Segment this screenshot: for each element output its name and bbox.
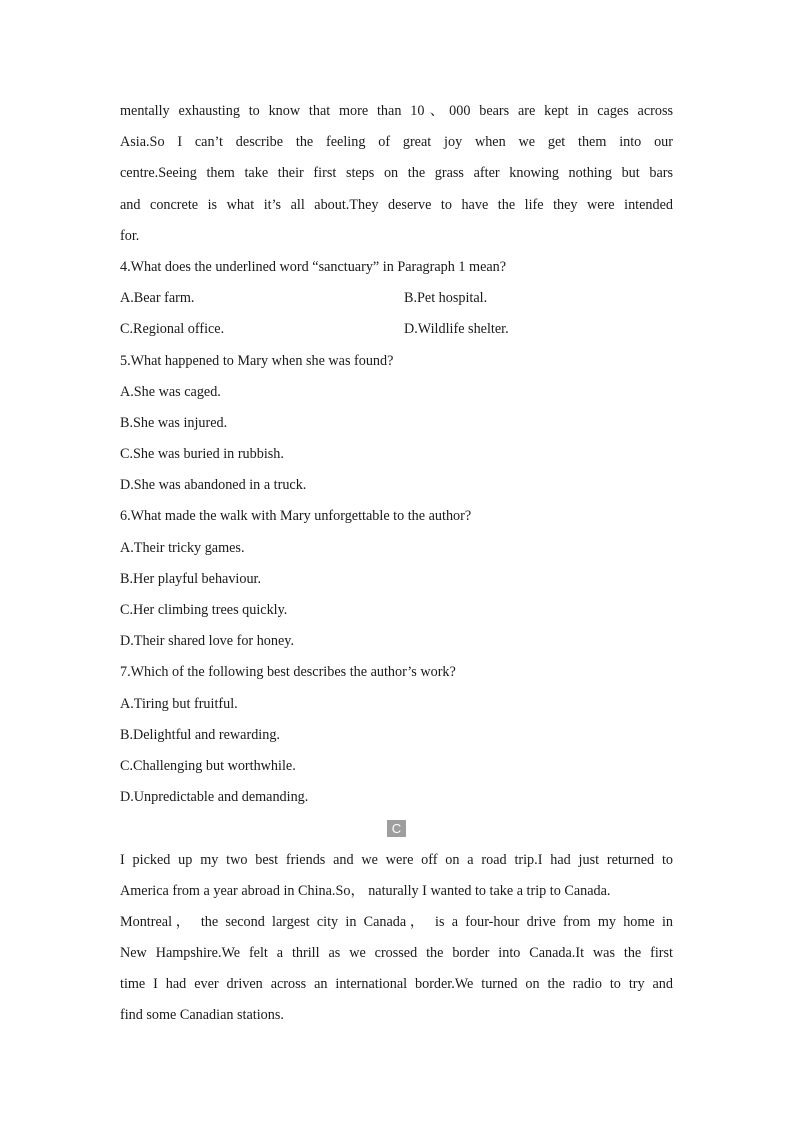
document-page [120,96,673,1032]
option-a: A.Tiring but fruitful. [120,695,238,712]
section-marker-row [120,813,673,844]
option-c: C.Her climbing trees quickly. [120,602,288,618]
section-c-marker: C [387,820,406,837]
passage-line: Asia.So I can’t describe the feeling of great joy when we get them into our [120,134,673,151]
passage-c [120,845,673,1032]
option-a: A.Bear farm. [120,290,195,307]
option-a: A.Their tricky games. [120,539,245,556]
passage-line: I picked up my two best friends and we were off on a road trip.I had just returned to [120,851,673,868]
passage-b-end [120,96,673,252]
question-5 [120,346,673,502]
passage-line: New Hampshire.We felt a thrill as we crossed the border into Canada.It was the first [120,945,673,962]
option-c: C.Regional office. [120,321,225,338]
option-a: A.She was caged. [120,383,221,400]
option-c: C.She was buried in rubbish. [120,446,284,463]
option-d: D.Their shared love for honey. [120,633,294,650]
passage-line: time I had ever driven across an international border.We turned on the radio to try and [120,976,673,993]
passage-line: centre.Seeing them take their first steps on the grass after knowing nothing but bars [120,165,673,182]
option-d: D.Unpredictable and demanding. [120,789,309,806]
question-7 [120,657,673,813]
option-b: B.She was injured. [120,414,228,431]
option-b: B.Delightful and rewarding. [120,726,280,743]
question-stem: 6.What made the walk with Mary unforgettable to the author? [120,508,472,525]
question-6 [120,501,673,657]
passage-line: find some Canadian stations. [120,1007,284,1024]
question-stem: 7.Which of the following best describes the author’s work? [120,664,456,681]
option-d: D.She was abandoned in a truck. [120,477,307,494]
option-row [120,283,673,314]
passage-line: mentally exhausting to know that more than 10、000 bears are kept in cages across [120,103,673,119]
passage-line: Montreal， the second largest city in Canada， is a four-hour drive from my home in [120,913,673,930]
option-b: B.Her playful behaviour. [120,570,262,587]
option-row [120,314,673,345]
option-b: B.Pet hospital. [404,290,488,307]
question-stem: 4.What does the underlined word “sanctuary” in Paragraph 1 mean? [120,258,507,275]
question-4 [120,252,673,346]
option-d: D.Wildlife shelter. [404,321,509,338]
option-c: C.Challenging but worthwhile. [120,757,296,774]
passage-line: and concrete is what it’s all about.They deserve to have the life they were intended [120,196,673,213]
passage-line: for. [120,227,140,244]
passage-line: America from a year abroad in China.So， naturally I wanted to take a trip to Canada. [120,882,611,899]
question-stem: 5.What happened to Mary when she was found? [120,352,394,369]
